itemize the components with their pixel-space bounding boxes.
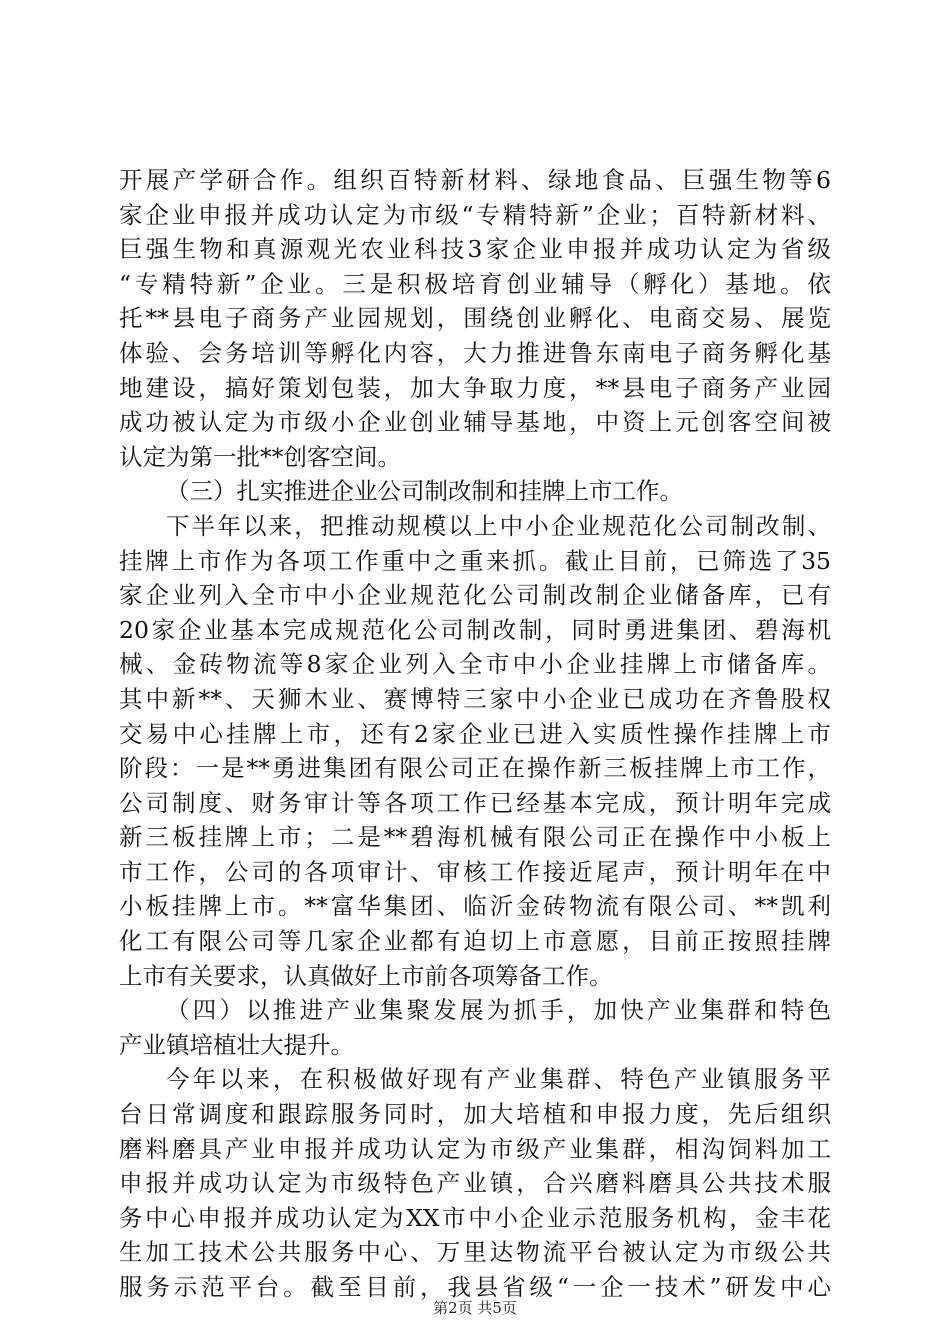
section-heading-continued: 产业镇培植壮大提升。 [119,1030,354,1059]
text-line: 公司制度、财务审计等各项工作已经基本完成，预计明年完成 [119,788,831,817]
text-line: 服务示范平台。截至目前，我县省级“一企一技术”研发中心 [119,1273,831,1301]
text-line: 械、金砖物流等8家企业列入全市中小企业挂牌上市储备库。 [119,650,831,679]
page-footer: 第2页 共5页 [433,1299,517,1317]
text-line: 家企业申报并成功认定为市级“专精特新”企业；百特新材料、 [119,200,831,229]
text-line: “专精特新”企业。三是积极培育创业辅导（孵化）基地。依 [119,269,831,298]
text-line: 托**县电子商务产业园规划，围绕创业孵化、电商交易、展览 [119,304,831,333]
text-line: 20家企业基本完成规范化公司制改制，同时勇进集团、碧海机 [119,615,831,644]
text-line: 巨强生物和真源观光农业科技3家企业申报并成功认定为省级 [119,235,831,264]
text-line: 体验、会务培训等孵化内容，大力推进鲁东南电子商务孵化基 [119,338,831,367]
text-line: 开展产学研合作。组织百特新材料、绿地食品、巨强生物等6 [119,166,831,194]
text-line: 申报并成功认定为市级特色产业镇，合兴磨料磨具公共技术服 [119,1169,831,1198]
text-line: 下半年以来，把推动规模以上中小企业规范化公司制改制、 [166,511,831,540]
text-line: 磨料磨具产业申报并成功认定为市级产业集群，相沟饲料加工 [119,1134,831,1163]
text-line: 地建设，搞好策划包装，加大争取力度，**县电子商务产业园 [119,373,831,402]
text-line: 化工有限公司等几家企业都有迫切上市意愿，目前正按照挂牌 [119,927,831,956]
text-line: 新三板挂牌上市；二是**碧海机械有限公司正在操作中小板上 [119,823,831,852]
document-body [119,163,831,1305]
text-line: 小板挂牌上市。**富华集团、临沂金砖物流有限公司、**凯利 [119,892,831,921]
text-line: 成功被认定为市级小企业创业辅导基地，中资上元创客空间被 [119,408,831,437]
text-line: 生加工技术公共服务中心、万里达物流平台被认定为市级公共 [119,1238,831,1267]
text-line: 认定为第一批**创客空间。 [119,442,401,471]
text-line: 家企业列入全市中小企业规范化公司制改制企业储备库，已有 [119,581,831,610]
section-heading: （四）以推进产业集聚发展为抓手，加快产业集群和特色 [166,996,831,1025]
section-heading: （三）扎实推进企业公司制改制和挂牌上市工作。 [166,477,683,506]
text-line: 挂牌上市作为各项工作重中之重来抓。截止目前，已筛选了35 [119,546,831,575]
text-line: 务中心申报并成功认定为XX市中小企业示范服务机构，金丰花 [119,1203,831,1232]
text-line: 台日常调度和跟踪服务同时，加大培植和申报力度，先后组织 [119,1100,831,1129]
text-line: 上市有关要求，认真做好上市前各项筹备工作。 [119,961,613,990]
text-line: 其中新**、天狮木业、赛博特三家中小企业已成功在齐鲁股权 [119,684,831,713]
text-line: 今年以来，在积极做好现有产业集群、特色产业镇服务平 [166,1065,831,1094]
text-line: 市工作，公司的各项审计、审核工作接近尾声，预计明年在中 [119,857,831,886]
text-line: 阶段：一是**勇进集团有限公司正在操作新三板挂牌上市工作， [119,754,831,783]
text-line: 交易中心挂牌上市，还有2家企业已进入实质性操作挂牌上市 [119,719,831,748]
